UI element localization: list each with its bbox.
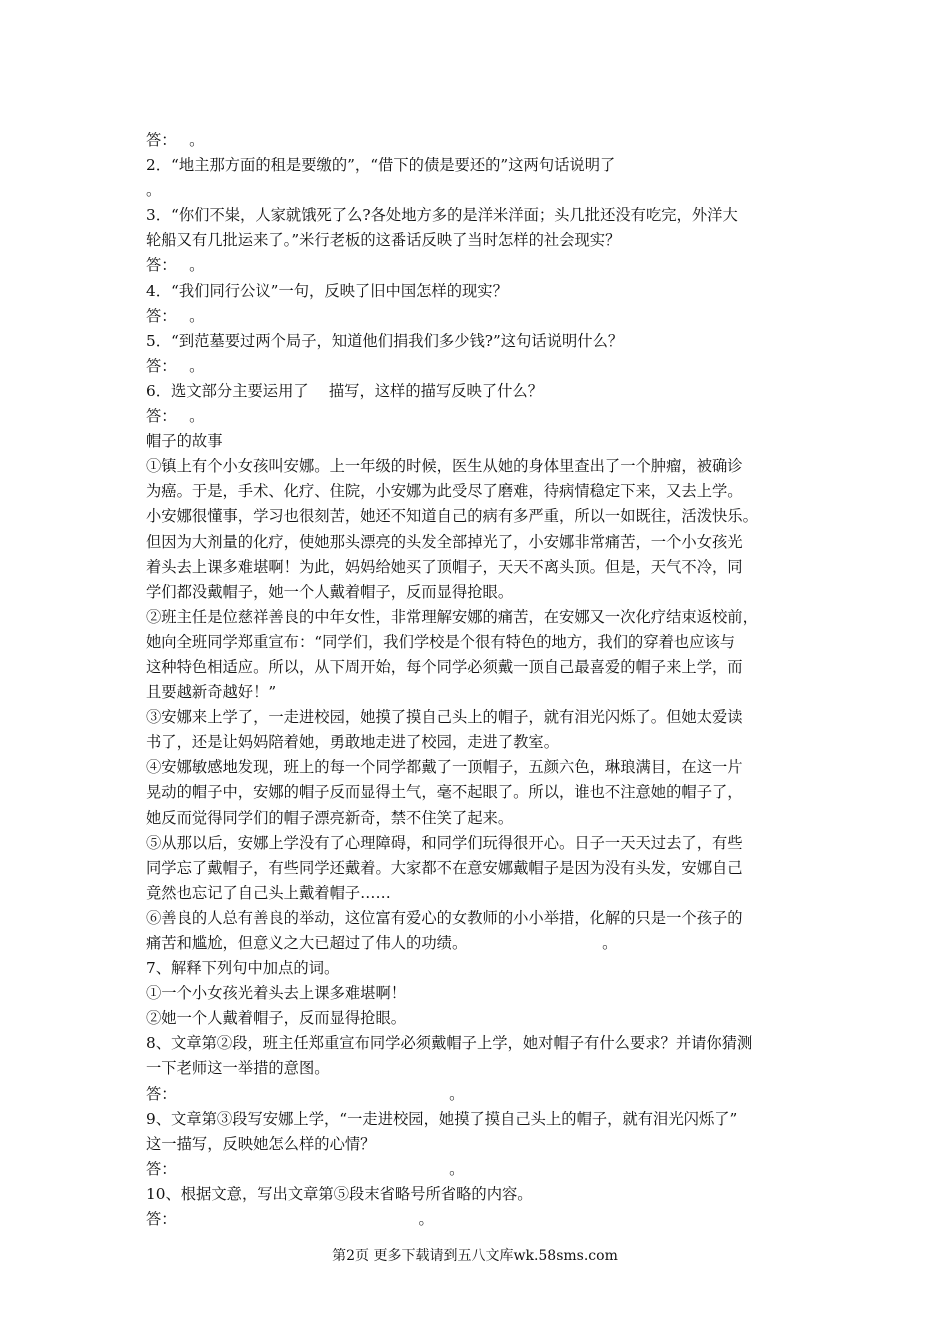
text-line: ⑤从那以后，安娜上学没有了心理障碍，和同学们玩得很开心。日子一天天过去了，有些 [146,833,743,852]
text-line: 为癌。于是，手术、化疗、住院，小安娜为此受尽了磨难，待病情稳定下来，又去上学。 [146,482,743,501]
text-line: 答： 。 [146,356,205,375]
text-line: 晃动的帽子中，安娜的帽子反而显得土气，毫不起眼了。所以，谁也不注意她的帽子了， [146,783,743,802]
text-line: 这种特色相适应。所以，从下周开始，每个同学必须戴一顶自己最喜爱的帽子来上学，而 [146,657,743,676]
text-line: 5．“到范墓要过两个局子，知道他们捐我们多少钱?”这句话说明什么？ [146,331,624,350]
text-line: ②班主任是位慈祥善良的中年女性，非常理解安娜的痛苦，在安娜又一次化疗结束返校前， [146,607,758,626]
text-line: 6．选文部分主要运用了 描写，这样的描写反映了什么？ [146,381,544,400]
text-line: 9、文章第③段写安娜上学，“一走进校园，她摸了摸自己头上的帽子，就有泪光闪烁了” [146,1109,738,1128]
text-line: 帽子的故事 [146,432,223,451]
text-line: 答： 。 [146,407,205,426]
text-line: 轮船又有几批运来了。”米行老板的这番话反映了当时怎样的社会现实？ [146,231,621,250]
text-line: ①一个小女孩光着头去上课多难堪啊！ [146,984,407,1003]
text-line: 但因为大剂量的化疗，使她那头漂亮的头发全部掉光了，小安娜非常痛苦，一个小女孩光 [146,532,743,551]
text-line: 同学忘了戴帽子，有些同学还戴着。大家都不在意安娜戴帽子是因为没有头发，安娜自己 [146,858,743,877]
page-footer: 第2页 更多下载请到五八文库wk.58sms.com [332,1248,618,1264]
text-line: 着头去上课多难堪啊！为此，妈妈给她买了顶帽子，天天不离头顶。但是，天气不冷，同 [146,557,743,576]
text-line: 她向全班同学郑重宣布：“同学们，我们学校是个很有特色的地方，我们的穿着也应该与 [146,632,736,651]
text-line: 竟然也忘记了自己头上戴着帽子…… [146,883,391,902]
text-line: ③安娜来上学了，一走进校园，她摸了摸自己头上的帽子，就有泪光闪烁了。但她太爱读 [146,708,743,727]
text-line: 小安娜很懂事，学习也很刻苦，她还不知道自己的病有多严重，所以一如既往，活泼快乐。 [146,507,758,526]
document-body [146,128,818,1232]
text-line: 10、根据文意，写出文章第⑤段末省略号所省略的内容。 [146,1184,533,1203]
text-line: 学们都没戴帽子，她一个人戴着帽子，反而显得抢眼。 [146,582,514,601]
text-line: 这一描写，反映她怎么样的心情？ [146,1134,376,1153]
text-line: ①镇上有个小女孩叫安娜。上一年级的时候，医生从她的身体里查出了一个肿瘤，被确诊 [146,457,743,476]
text-line: 。 [146,181,162,200]
text-line: 答： 。 [146,256,205,275]
text-line: 答： 。 [146,306,205,325]
text-line: 且要越新奇越好！” [146,683,277,702]
text-line: 4．“我们同行公议”一句，反映了旧中国怎样的现实？ [146,281,508,300]
text-line: 答： 。 [146,1084,465,1103]
text-line: 7、解释下列句中加点的词。 [146,959,340,978]
text-line: 痛苦和尴尬，但意义之大已超过了伟人的功绩。 。 [146,934,618,952]
text-line: 2．“地主那方面的租是要缴的”，“借下的债是要还的”这两句话说明了 [146,156,616,175]
text-line: 书了，还是让妈妈陪着她，勇敢地走进了校园，走进了教室。 [146,733,560,752]
text-line: 答： 。 [146,1159,465,1178]
text-line: 3．“你们不粜，人家就饿死了么?各处地方多的是洋米洋面；头几批还没有吃完，外洋大 [146,206,738,225]
text-line: ④安娜敏感地发现，班上的每一个同学都戴了一顶帽子，五颜六色，琳琅满目，在这一片 [146,758,743,777]
text-line: 一下老师这一举措的意图。 [146,1059,330,1078]
text-line: 答： 。 [146,1210,434,1229]
text-line: 8、文章第②段，班主任郑重宣布同学必须戴帽子上学，她对帽子有什么要求？并请你猜测 [146,1034,753,1053]
text-line: ②她一个人戴着帽子，反而显得抢眼。 [146,1009,407,1028]
text-line: 答： 。 [146,131,205,149]
text-line: 她反而觉得同学们的帽子漂亮新奇，禁不住笑了起来。 [146,808,514,827]
text-line: ⑥善良的人总有善良的举动，这位富有爱心的女教师的小小举措，化解的只是一个孩子的 [146,908,743,927]
